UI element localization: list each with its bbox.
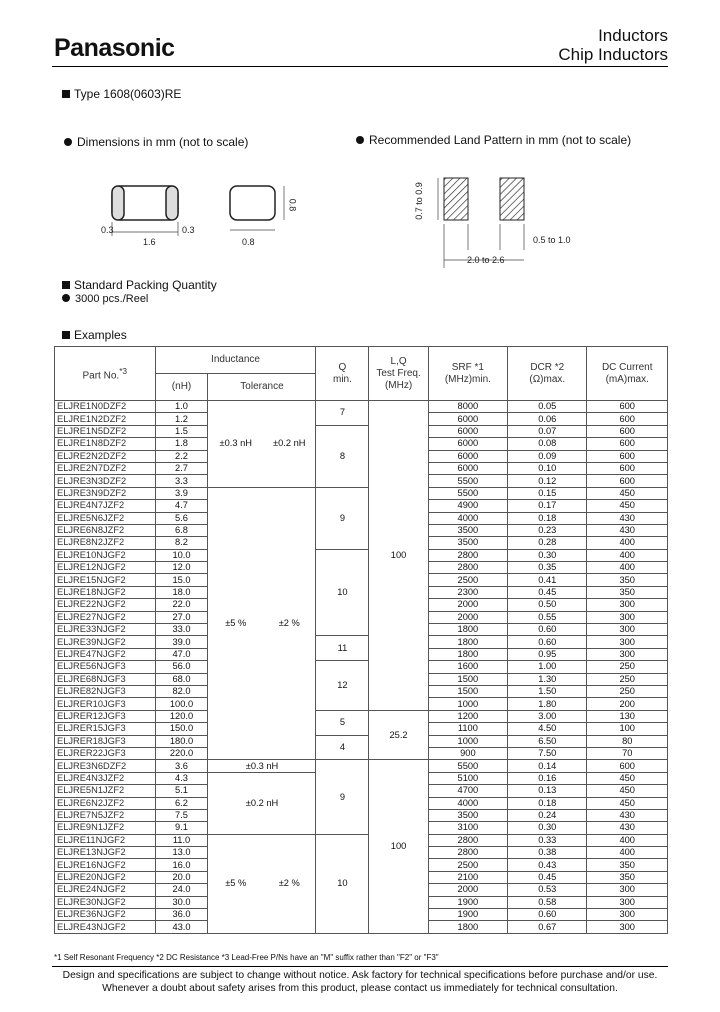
dc-current-value: 600 (587, 401, 668, 413)
srf-value: 2000 (428, 884, 507, 896)
tolerance-cell: ±0.3 nH (208, 760, 316, 772)
dc-current-value: 430 (587, 524, 668, 536)
srf-value: 4000 (428, 512, 507, 524)
dc-current-value: 400 (587, 549, 668, 561)
srf-value: 1000 (428, 735, 507, 747)
srf-value: 8000 (428, 401, 507, 413)
dim-terminal-right: 0.3 (182, 225, 195, 235)
dcr-value: 1.00 (508, 661, 587, 673)
inductance-value: 22.0 (155, 599, 208, 611)
srf-value: 5500 (428, 487, 507, 499)
dcr-value: 0.60 (508, 624, 587, 636)
inductance-value: 2.2 (155, 450, 208, 462)
dcr-value: 0.45 (508, 586, 587, 598)
dc-current-value: 450 (587, 797, 668, 809)
dc-current-value: 450 (587, 487, 668, 499)
dcr-value: 0.10 (508, 462, 587, 474)
inductance-value: 11.0 (155, 834, 208, 846)
dim-length: 1.6 (143, 237, 156, 247)
footer-line-1: Design and specifications are subject to change without notice. Ask factory for technical specifications before purchase and/or use. (62, 970, 658, 981)
dc-current-value: 70 (587, 747, 668, 759)
part-number: ELJRE15NJGF2 (55, 574, 156, 586)
srf-value: 3100 (428, 822, 507, 834)
tolerance-cell: ±5 % (208, 834, 263, 933)
inductance-value: 12.0 (155, 562, 208, 574)
dc-current-value: 600 (587, 760, 668, 772)
dc-current-value: 400 (587, 537, 668, 549)
inductance-value: 1.5 (155, 425, 208, 437)
dcr-value: 0.53 (508, 884, 587, 896)
part-number: ELJRE11NJGF2 (55, 834, 156, 846)
col-tolerance: Tolerance (208, 374, 316, 401)
dc-current-value: 300 (587, 896, 668, 908)
part-number: ELJRE36NJGF2 (55, 909, 156, 921)
dc-current-value: 600 (587, 438, 668, 450)
srf-value: 1800 (428, 921, 507, 933)
dc-current-value: 450 (587, 500, 668, 512)
dimensions-drawing (90, 170, 310, 255)
q-min-cell: 9 (316, 760, 369, 834)
srf-value: 5500 (428, 760, 507, 772)
footer-line-2: Whenever a doubt about safety arises from this product, please contact us immediately for technical consultation. (102, 983, 618, 994)
q-min-cell: 12 (316, 661, 369, 711)
srf-value: 2500 (428, 574, 507, 586)
tolerance-cell: ±2 % (263, 487, 316, 760)
examples-table-body (55, 401, 668, 934)
srf-value: 5100 (428, 772, 507, 784)
dcr-value: 0.43 (508, 859, 587, 871)
dcr-value: 0.33 (508, 834, 587, 846)
dc-current-value: 600 (587, 462, 668, 474)
dcr-value: 0.15 (508, 487, 587, 499)
dc-current-value: 250 (587, 661, 668, 673)
examples-title: Examples (62, 328, 127, 342)
srf-value: 2800 (428, 549, 507, 561)
part-number: ELJRE24NJGF2 (55, 884, 156, 896)
col-dcr: DCR *2 (Ω)max. (508, 347, 587, 401)
dcr-value: 0.67 (508, 921, 587, 933)
packing-title: Standard Packing Quantity (62, 278, 217, 292)
dc-current-value: 80 (587, 735, 668, 747)
srf-value: 2000 (428, 611, 507, 623)
brand-logo: Panasonic (54, 34, 175, 62)
dc-current-value: 350 (587, 859, 668, 871)
dc-current-value: 350 (587, 586, 668, 598)
dc-current-value: 600 (587, 425, 668, 437)
srf-value: 1500 (428, 685, 507, 697)
inductance-value: 6.8 (155, 524, 208, 536)
srf-value: 1800 (428, 624, 507, 636)
dcr-value: 6.50 (508, 735, 587, 747)
dcr-value: 0.14 (508, 760, 587, 772)
dc-current-value: 400 (587, 847, 668, 859)
srf-value: 1800 (428, 636, 507, 648)
part-number: ELJRE7N5JZF2 (55, 809, 156, 821)
srf-value: 1500 (428, 673, 507, 685)
col-test-freq: L,Q Test Freq. (MHz) (369, 347, 428, 401)
col-inductance: Inductance (155, 347, 316, 374)
test-freq-cell: 100 (369, 760, 428, 933)
inductance-value: 9.1 (155, 822, 208, 834)
dcr-value: 3.00 (508, 710, 587, 722)
dcr-value: 0.24 (508, 809, 587, 821)
part-number: ELJRE6N2JZF2 (55, 797, 156, 809)
part-number: ELJRE12NJGF2 (55, 562, 156, 574)
inductance-value: 13.0 (155, 847, 208, 859)
dcr-value: 0.12 (508, 475, 587, 487)
part-number: ELJRE5N6JZF2 (55, 512, 156, 524)
inductance-value: 5.6 (155, 512, 208, 524)
srf-value: 900 (428, 747, 507, 759)
chip-left-terminal (112, 186, 124, 220)
srf-value: 4000 (428, 797, 507, 809)
srf-value: 2800 (428, 562, 507, 574)
dc-current-value: 600 (587, 475, 668, 487)
land-total: 2.0 to 2.6 (467, 255, 505, 265)
dcr-value: 0.95 (508, 648, 587, 660)
dc-current-value: 250 (587, 673, 668, 685)
dcr-value: 0.60 (508, 909, 587, 921)
srf-value: 2800 (428, 847, 507, 859)
dcr-value: 0.05 (508, 401, 587, 413)
inductance-value: 6.2 (155, 797, 208, 809)
part-number: ELJRE6N8JZF2 (55, 524, 156, 536)
inductance-value: 220.0 (155, 747, 208, 759)
part-number: ELJRE1N8DZF2 (55, 438, 156, 450)
inductance-value: 4.7 (155, 500, 208, 512)
dc-current-value: 430 (587, 809, 668, 821)
srf-value: 2100 (428, 871, 507, 883)
test-freq-cell: 100 (369, 401, 428, 711)
land-pad-left (444, 178, 468, 220)
dcr-value: 1.30 (508, 673, 587, 685)
dcr-value: 0.18 (508, 797, 587, 809)
srf-value: 2500 (428, 859, 507, 871)
dc-current-value: 300 (587, 648, 668, 660)
dc-current-value: 300 (587, 636, 668, 648)
dc-current-value: 100 (587, 723, 668, 735)
q-min-cell: 10 (316, 834, 369, 933)
col-nh: (nH) (155, 374, 208, 401)
table-row (55, 710, 668, 722)
table-row (55, 636, 668, 648)
inductance-value: 56.0 (155, 661, 208, 673)
inductance-value: 10.0 (155, 549, 208, 561)
inductance-value: 18.0 (155, 586, 208, 598)
dc-current-value: 450 (587, 785, 668, 797)
dcr-value: 0.45 (508, 871, 587, 883)
part-number: ELJRE1N5DZF2 (55, 425, 156, 437)
part-number: ELJRE9N1JZF2 (55, 822, 156, 834)
dc-current-value: 200 (587, 698, 668, 710)
srf-value: 1900 (428, 896, 507, 908)
srf-value: 6000 (428, 413, 507, 425)
inductance-value: 150.0 (155, 723, 208, 735)
dc-current-value: 300 (587, 921, 668, 933)
land-gap: 0.5 to 1.0 (533, 235, 571, 245)
dcr-value: 0.16 (508, 772, 587, 784)
dcr-value: 0.38 (508, 847, 587, 859)
srf-value: 2300 (428, 586, 507, 598)
header-rule (52, 66, 668, 67)
dc-current-value: 300 (587, 909, 668, 921)
srf-value: 1900 (428, 909, 507, 921)
inductance-value: 3.3 (155, 475, 208, 487)
srf-value: 1600 (428, 661, 507, 673)
part-number: ELJRE18NJGF2 (55, 586, 156, 598)
dimensions-title: Dimensions in mm (not to scale) (64, 135, 248, 149)
col-srf: SRF *1 (MHz)min. (428, 347, 507, 401)
dcr-value: 0.30 (508, 549, 587, 561)
part-number: ELJRE8N2JZF2 (55, 537, 156, 549)
chip-right-terminal (166, 186, 178, 220)
inductance-value: 15.0 (155, 574, 208, 586)
srf-value: 6000 (428, 450, 507, 462)
srf-value: 4900 (428, 500, 507, 512)
srf-value: 1100 (428, 723, 507, 735)
part-number: ELJRE2N7DZF2 (55, 462, 156, 474)
col-q: Q min. (316, 347, 369, 401)
dcr-value: 0.41 (508, 574, 587, 586)
inductance-value: 8.2 (155, 537, 208, 549)
dc-current-value: 600 (587, 413, 668, 425)
dcr-value: 0.08 (508, 438, 587, 450)
table-row (55, 549, 668, 561)
dc-current-value: 450 (587, 772, 668, 784)
inductance-value: 36.0 (155, 909, 208, 921)
srf-value: 6000 (428, 438, 507, 450)
part-number: ELJRE3N3DZF2 (55, 475, 156, 487)
q-min-cell: 11 (316, 636, 369, 661)
packing-quantity: 3000 pcs./Reel (62, 293, 148, 305)
dim-terminal-left: 0.3 (101, 225, 114, 235)
q-min-cell: 10 (316, 549, 369, 636)
dcr-value: 0.18 (508, 512, 587, 524)
srf-value: 6000 (428, 462, 507, 474)
test-freq-cell: 25.2 (369, 710, 428, 760)
part-number: ELJRE16NJGF2 (55, 859, 156, 871)
q-min-cell: 4 (316, 735, 369, 760)
col-part-no: Part No.$^{*3}$ (55, 347, 156, 401)
inductance-value: 2.7 (155, 462, 208, 474)
part-number: ELJRE13NJGF2 (55, 847, 156, 859)
tolerance-cell: ±0.2 nH (263, 401, 316, 488)
dcr-value: 4.50 (508, 723, 587, 735)
inductance-value: 47.0 (155, 648, 208, 660)
inductance-value: 24.0 (155, 884, 208, 896)
part-number: ELJRE1N0DZF2 (55, 401, 156, 413)
part-number: ELJRER12JGF3 (55, 710, 156, 722)
page-heading (558, 26, 668, 64)
table-row (55, 834, 668, 846)
inductance-value: 30.0 (155, 896, 208, 908)
chip-end-view (230, 186, 275, 220)
inductance-value: 3.6 (155, 760, 208, 772)
srf-value: 3500 (428, 524, 507, 536)
inductance-value: 33.0 (155, 624, 208, 636)
part-number: ELJRE20NJGF2 (55, 871, 156, 883)
subcategory-title: Chip Inductors (558, 45, 668, 64)
part-number: ELJRE47NJGF2 (55, 648, 156, 660)
inductance-value: 4.3 (155, 772, 208, 784)
inductance-value: 1.0 (155, 401, 208, 413)
dcr-value: 7.50 (508, 747, 587, 759)
part-number: ELJRE1N2DZF2 (55, 413, 156, 425)
inductance-value: 68.0 (155, 673, 208, 685)
dcr-value: 0.17 (508, 500, 587, 512)
footer-rule (52, 966, 668, 967)
part-number: ELJRE30NJGF2 (55, 896, 156, 908)
part-number: ELJRE43NJGF2 (55, 921, 156, 933)
tolerance-cell: ±5 % (208, 487, 263, 760)
dc-current-value: 400 (587, 562, 668, 574)
part-number: ELJRE3N6DZF2 (55, 760, 156, 772)
dc-current-value: 430 (587, 822, 668, 834)
dim-width: 0.8 (242, 237, 255, 247)
table-row (55, 760, 668, 772)
part-number: ELJRE10NJGF2 (55, 549, 156, 561)
dc-current-value: 350 (587, 574, 668, 586)
land-pad-right (500, 178, 524, 220)
dcr-value: 0.09 (508, 450, 587, 462)
inductance-value: 180.0 (155, 735, 208, 747)
srf-value: 4700 (428, 785, 507, 797)
dc-current-value: 300 (587, 611, 668, 623)
inductance-value: 16.0 (155, 859, 208, 871)
part-number: ELJRE56NJGF3 (55, 661, 156, 673)
srf-value: 5500 (428, 475, 507, 487)
dcr-value: 0.13 (508, 785, 587, 797)
land-pattern-drawing (420, 168, 600, 268)
srf-value: 1200 (428, 710, 507, 722)
table-row (55, 401, 668, 413)
q-min-cell: 5 (316, 710, 369, 735)
dcr-value: 0.30 (508, 822, 587, 834)
inductance-value: 120.0 (155, 710, 208, 722)
dc-current-value: 250 (587, 685, 668, 697)
srf-value: 2800 (428, 834, 507, 846)
part-number: ELJRE27NJGF2 (55, 611, 156, 623)
table-row (55, 487, 668, 499)
inductance-value: 100.0 (155, 698, 208, 710)
srf-value: 3500 (428, 537, 507, 549)
table-row (55, 425, 668, 437)
part-number: ELJRE68NJGF3 (55, 673, 156, 685)
dc-current-value: 600 (587, 450, 668, 462)
part-number: ELJRE33NJGF2 (55, 624, 156, 636)
part-number: ELJRE4N7JZF2 (55, 500, 156, 512)
tolerance-cell: ±0.2 nH (208, 772, 316, 834)
tolerance-cell: ±0.3 nH (208, 401, 263, 488)
inductance-value: 39.0 (155, 636, 208, 648)
dim-height: 0.8 (287, 198, 298, 212)
part-number: ELJRER18JGF3 (55, 735, 156, 747)
part-number: ELJRE2N2DZF2 (55, 450, 156, 462)
footer-text (54, 969, 666, 995)
dcr-value: 0.50 (508, 599, 587, 611)
part-number: ELJRE39NJGF2 (55, 636, 156, 648)
part-number: ELJRE22NJGF2 (55, 599, 156, 611)
dcr-value: 1.50 (508, 685, 587, 697)
part-number: ELJRE5N1JZF2 (55, 785, 156, 797)
dcr-value: 0.35 (508, 562, 587, 574)
dc-current-value: 300 (587, 599, 668, 611)
part-number: ELJRER22JGF3 (55, 747, 156, 759)
inductance-value: 3.9 (155, 487, 208, 499)
srf-value: 2000 (428, 599, 507, 611)
table-row (55, 735, 668, 747)
inductance-value: 27.0 (155, 611, 208, 623)
dc-current-value: 400 (587, 834, 668, 846)
table-notes: *1 Self Resonant Frequency *2 DC Resistance *3 Lead-Free P/Ns have an "M" suffix rather than "F2" or "F3" (54, 953, 439, 962)
srf-value: 1000 (428, 698, 507, 710)
inductance-value: 5.1 (155, 785, 208, 797)
part-number: ELJRER15JGF3 (55, 723, 156, 735)
inductance-value: 1.2 (155, 413, 208, 425)
srf-value: 6000 (428, 425, 507, 437)
dcr-value: 0.58 (508, 896, 587, 908)
dcr-value: 0.55 (508, 611, 587, 623)
inductance-value: 82.0 (155, 685, 208, 697)
dcr-value: 0.23 (508, 524, 587, 536)
q-min-cell: 8 (316, 425, 369, 487)
dcr-value: 0.07 (508, 425, 587, 437)
category-title: Inductors (598, 26, 668, 45)
inductance-value: 1.8 (155, 438, 208, 450)
dc-current-value: 130 (587, 710, 668, 722)
dcr-value: 1.80 (508, 698, 587, 710)
dc-current-value: 300 (587, 884, 668, 896)
type-title: Type 1608(0603)RE (62, 87, 181, 101)
dc-current-value: 350 (587, 871, 668, 883)
dcr-value: 0.60 (508, 636, 587, 648)
land-pad-height: 0.7 to 0.9 (413, 182, 424, 220)
srf-value: 1800 (428, 648, 507, 660)
land-pattern-title: Recommended Land Pattern in mm (not to scale) (356, 133, 631, 147)
examples-table (54, 346, 668, 934)
part-number: ELJRER10JGF3 (55, 698, 156, 710)
col-dc-current: DC Current (mA)max. (587, 347, 668, 401)
part-number: ELJRE4N3JZF2 (55, 772, 156, 784)
dc-current-value: 300 (587, 624, 668, 636)
table-row (55, 661, 668, 673)
dcr-value: 0.28 (508, 537, 587, 549)
q-min-cell: 7 (316, 401, 369, 426)
tolerance-cell: ±2 % (263, 834, 316, 933)
part-number: ELJRE3N9DZF2 (55, 487, 156, 499)
srf-value: 3500 (428, 809, 507, 821)
q-min-cell: 9 (316, 487, 369, 549)
inductance-value: 7.5 (155, 809, 208, 821)
dc-current-value: 430 (587, 512, 668, 524)
inductance-value: 20.0 (155, 871, 208, 883)
inductance-value: 43.0 (155, 921, 208, 933)
dcr-value: 0.06 (508, 413, 587, 425)
part-number: ELJRE82NJGF3 (55, 685, 156, 697)
